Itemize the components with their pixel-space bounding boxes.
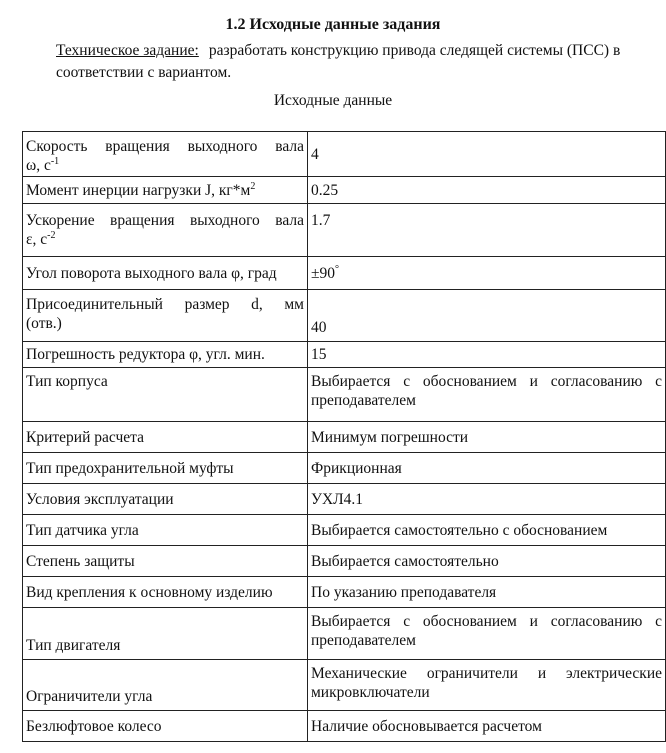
- table-row: [23, 177, 666, 204]
- table-row: [23, 368, 666, 422]
- source-data-table: [22, 131, 666, 742]
- param-cell: Безлюфтовое колесо: [23, 711, 308, 742]
- param-cell: Тип предохранительной муфты: [23, 453, 308, 484]
- table-row: [23, 257, 666, 290]
- table-row: [23, 290, 666, 342]
- technical-assignment: [56, 40, 626, 84]
- param-cell: Вид крепления к основному изделию: [23, 577, 308, 608]
- value-cell: 40: [308, 290, 666, 342]
- table-row: [23, 711, 666, 742]
- table-caption: Исходные данные: [273, 92, 393, 109]
- value-cell: 15: [308, 342, 666, 368]
- value-cell: 4: [308, 132, 666, 177]
- value-cell: Выбирается самостоятельно: [308, 546, 666, 577]
- table-row: [23, 577, 666, 608]
- param-cell: Присоединительный размер d, мм (отв.): [23, 290, 308, 342]
- param-cell: Угол поворота выходного вала φ, град: [23, 257, 308, 290]
- param-cell: Скорость вращения выходного вала ω, $с^{-1}$: [23, 132, 308, 177]
- param-cell: Ограничители угла: [23, 660, 308, 711]
- table-row: [23, 484, 666, 515]
- value-cell: По указанию преподавателя: [308, 577, 666, 608]
- technical-assignment-label: Техническое задание:: [56, 42, 199, 59]
- table-row: [23, 515, 666, 546]
- param-cell: Условия эксплуатации: [23, 484, 308, 515]
- param-cell: Погрешность редуктора φ, угл. мин.: [23, 342, 308, 368]
- table-row: [23, 132, 666, 177]
- value-cell: Минимум погрешности: [308, 422, 666, 453]
- table-row: [23, 342, 666, 368]
- table-row: [23, 660, 666, 711]
- value-cell: 1.7: [308, 204, 666, 257]
- table-row: [23, 608, 666, 660]
- value-cell: ±90°: [308, 257, 666, 290]
- value-cell: Механические ограничители и электрические микровключатели: [308, 660, 666, 711]
- value-cell: Фрикционная: [308, 453, 666, 484]
- param-cell: Тип двигателя: [23, 608, 308, 660]
- param-cell: Ускорение вращения выходного вала ε, $с^{-2}$: [23, 204, 308, 257]
- value-cell: Выбирается с обоснованием и согласованию с преподавателем: [308, 368, 666, 422]
- value-cell: 0.25: [308, 177, 666, 204]
- param-cell: Момент инерции нагрузки J, $кг*м^2$: [23, 177, 308, 204]
- table-row: [23, 546, 666, 577]
- table-row: [23, 422, 666, 453]
- table-row: [23, 204, 666, 257]
- value-cell: УХЛ4.1: [308, 484, 666, 515]
- param-cell: Тип датчика угла: [23, 515, 308, 546]
- param-cell: Тип корпуса: [23, 368, 308, 422]
- technical-assignment-text: разработать конструкцию привода следящей системы (ПСС) в соответствии с вариантом.: [56, 42, 621, 81]
- value-cell: Наличие обосновывается расчетом: [308, 711, 666, 742]
- value-cell: Выбирается с обоснованием и согласованию с преподавателем: [308, 608, 666, 660]
- section-heading: 1.2 Исходные данные задания: [225, 16, 441, 33]
- param-cell: Степень защиты: [23, 546, 308, 577]
- value-cell: Выбирается самостоятельно с обоснованием: [308, 515, 666, 546]
- param-cell: Критерий расчета: [23, 422, 308, 453]
- table-row: [23, 453, 666, 484]
